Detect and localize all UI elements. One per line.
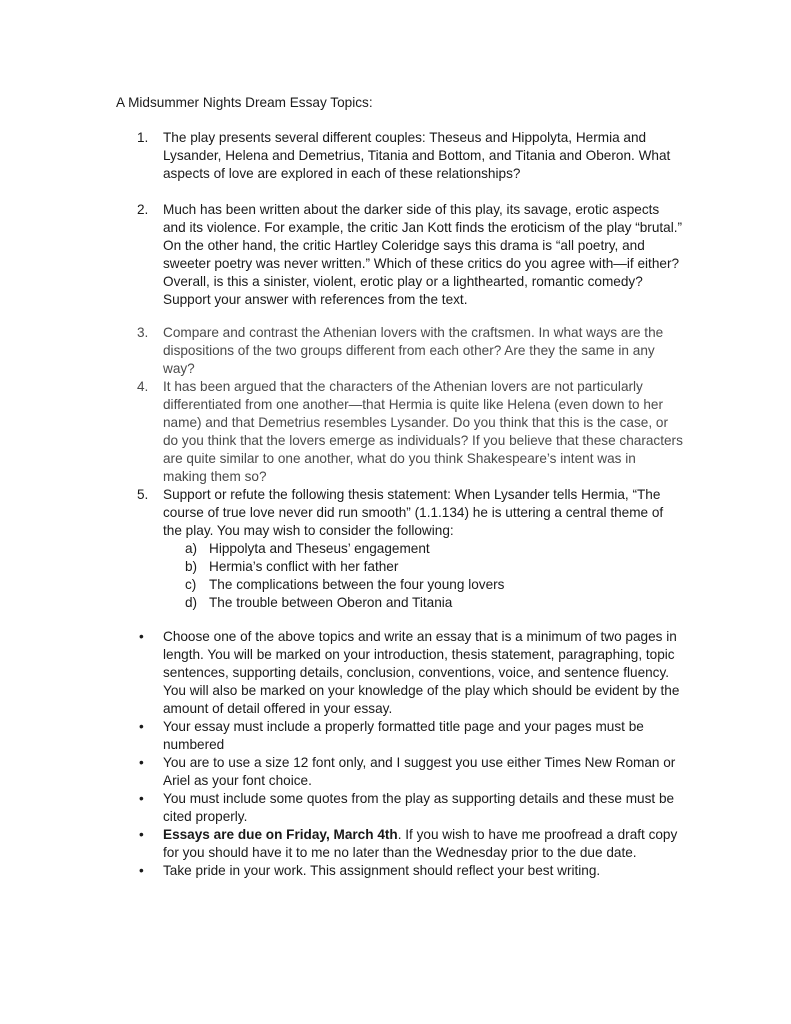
sub-item-text: The trouble between Oberon and Titania: [209, 595, 453, 610]
question-number: 4.: [137, 379, 149, 394]
instruction-item: [139, 718, 683, 754]
bullet-icon: •: [139, 827, 144, 842]
sub-item-d: [163, 594, 683, 612]
question-2: [137, 201, 683, 309]
sub-item-a: [163, 540, 683, 558]
sub-item-b: [163, 558, 683, 576]
instruction-text: You must include some quotes from the play as supporting details and these must be cited properly.: [163, 791, 675, 824]
instruction-text: Take pride in your work. This assignment should reflect your best writing.: [163, 863, 601, 878]
sub-item-label: a): [185, 541, 198, 556]
bullet-icon: •: [139, 719, 144, 734]
bullet-icon: •: [139, 755, 144, 770]
instructions-list: [139, 628, 683, 880]
sub-item-text: Hermia’s conflict with her father: [209, 559, 399, 574]
sub-item-label: b): [185, 559, 198, 574]
bullet-icon: •: [139, 863, 144, 878]
instruction-text: . If you wish to have me proofread a draft copy for you should have it to me no later than the Wednesday prior to the due date.: [163, 827, 678, 860]
instruction-item: [139, 790, 683, 826]
sub-item-text: The complications between the four young lovers: [209, 577, 505, 592]
instruction-item: [139, 628, 683, 718]
question-number: 5.: [137, 487, 149, 502]
question-text: The play presents several different couples: Theseus and Hippolyta, Hermia and Lysander, Helena and Demetrius, Titania and Bottom, and Titania and Oberon. What aspects of love are explored in each of these relationships?: [163, 130, 671, 181]
question-5: [137, 486, 683, 612]
bullet-icon: •: [139, 791, 144, 806]
instruction-item: [139, 754, 683, 790]
sub-item-label: c): [185, 577, 197, 592]
question-text: Much has been written about the darker side of this play, its savage, erotic aspects and its violence. For example, the critic Jan Kott finds the eroticism of the play “brutal.” On the other hand, the critic Hartley Coleridge says this drama is “all poetry, and sweeter poetry was never written.” Which of these critics do you agree with—if either? Overall, is this a sinister, violent, erotic play or a lighthearted, romantic comedy? Support your answer with references from the text.: [163, 202, 683, 307]
question-1: [137, 129, 683, 183]
bullet-icon: •: [139, 629, 144, 644]
sub-item-c: [163, 576, 683, 594]
question-4: [137, 378, 683, 486]
question-number: 1.: [137, 130, 149, 145]
question-number: 2.: [137, 202, 149, 217]
instruction-text: Your essay must include a properly formatted title page and your pages must be numbered: [163, 719, 644, 752]
question-text: Support or refute the following thesis statement: When Lysander tells Hermia, “The course of true love never did run smooth” (1.1.134) he is uttering a central theme of the play. You may wish to consider the following:: [163, 487, 664, 538]
due-date-text: Essays are due on Friday, March 4th: [163, 827, 398, 842]
instruction-text: You are to use a size 12 font only, and I suggest you use either Times New Roman or Ariel as your font choice.: [163, 755, 676, 788]
document-title: A Midsummer Nights Dream Essay Topics:: [116, 95, 373, 110]
instruction-text: Choose one of the above topics and write an essay that is a minimum of two pages in length. You will be marked on your introduction, thesis statement, paragraphing, topic sentences, supporting details, conclusion, conventions, voice, and sentence fluency. You will also be marked on your knowledge of the play which should be evident by the amount of detail offered in your essay.: [163, 629, 680, 716]
question-3: [137, 324, 683, 378]
instruction-item: [139, 862, 683, 880]
question-text: Compare and contrast the Athenian lovers with the craftsmen. In what ways are the dispositions of the two groups different from each other? Are they the same in any way?: [163, 325, 664, 376]
instruction-item: [139, 826, 683, 862]
sub-item-label: d): [185, 595, 198, 610]
question-text: It has been argued that the characters of the Athenian lovers are not particularly differentiated from one another—that Hermia is quite like Helena (even down to her name) and that Demetrius resembles Lysander. Do you think that this is the case, or do you think that the lovers emerge as individuals? If you believe that these characters are quite similar to one another, what do you think Shakespeare’s intent was in making them so?: [163, 379, 683, 484]
question-number: 3.: [137, 325, 149, 340]
sub-item-text: Hippolyta and Theseus’ engagement: [209, 541, 430, 556]
